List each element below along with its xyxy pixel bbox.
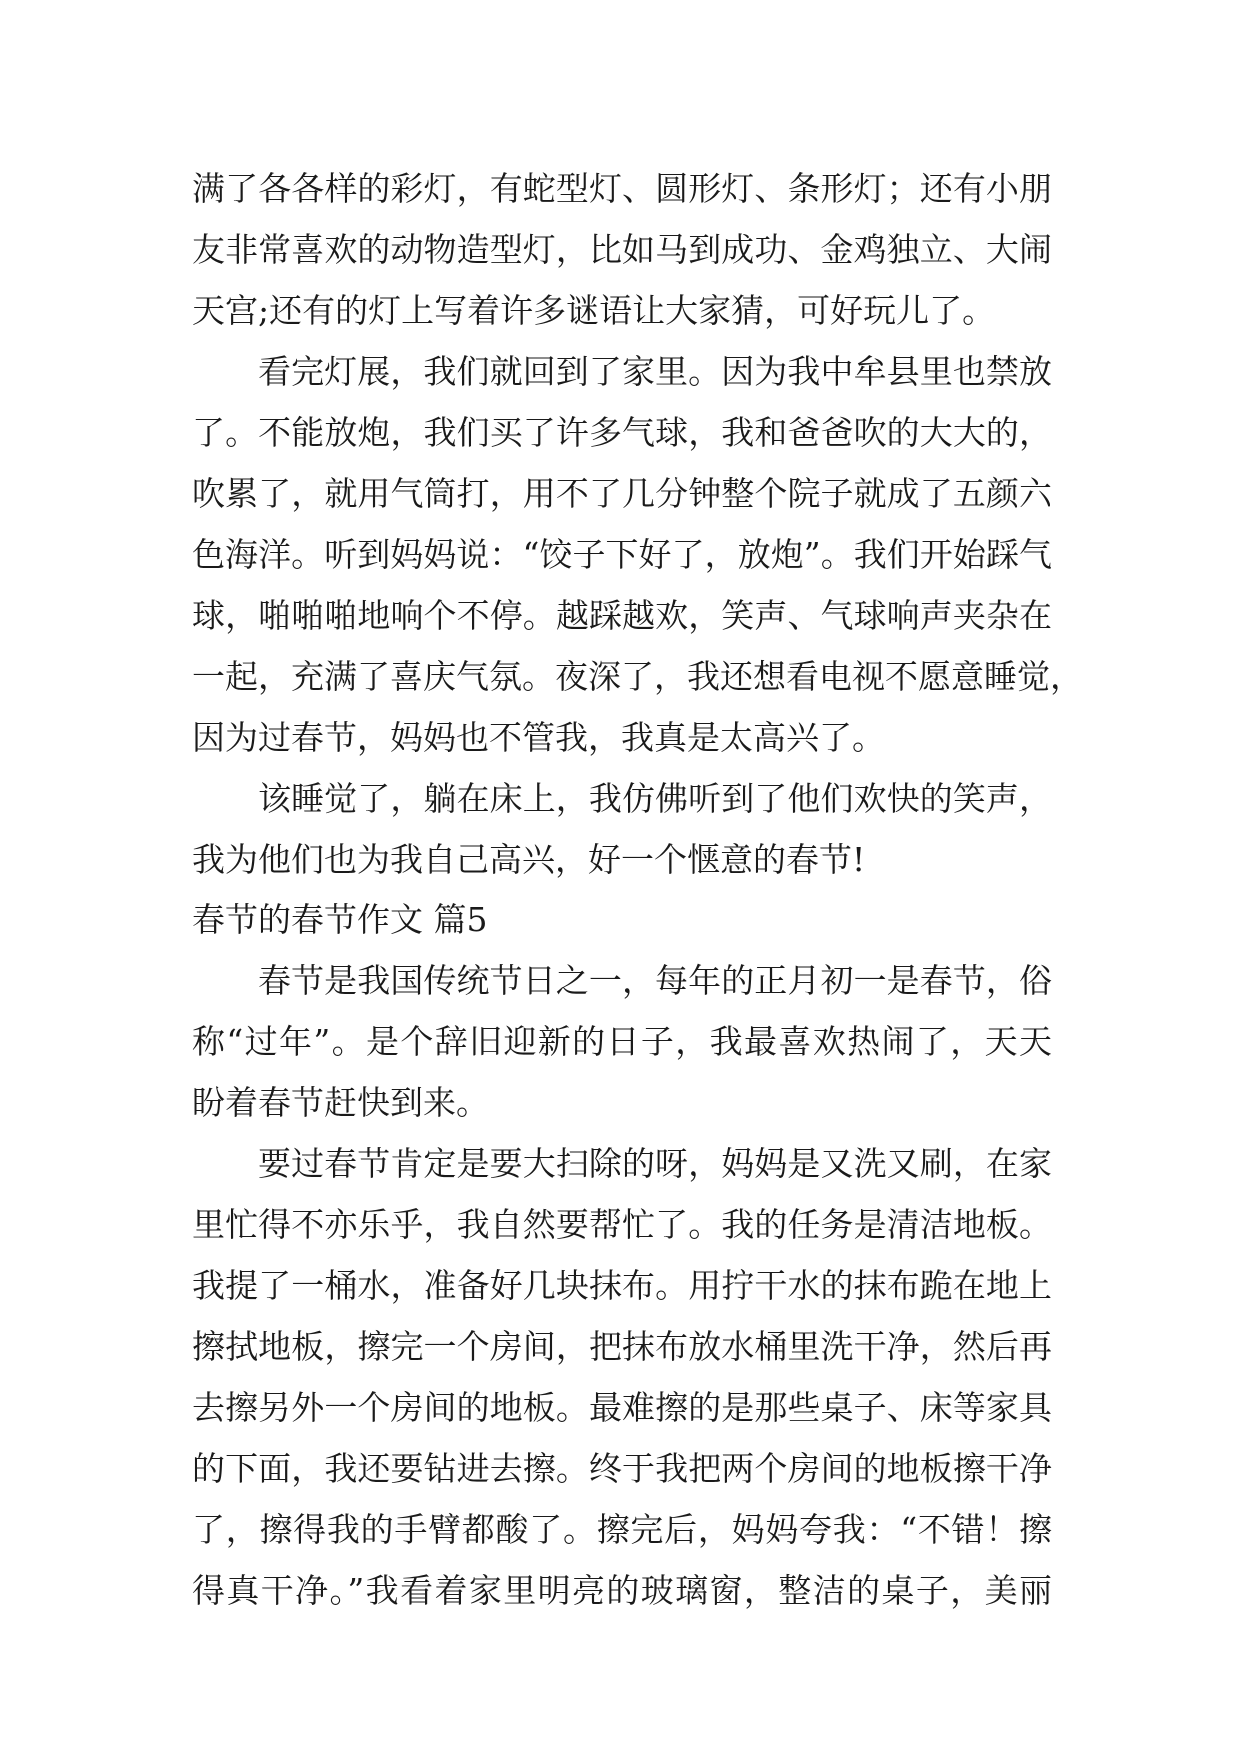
text-line: 球，啪啪啪地响个不停。越踩越欢，笑声、气球响声夹杂在 bbox=[192, 596, 1052, 635]
text-line: 要过春节肯定是要大扫除的呀，妈妈是又洗又刷，在家 bbox=[258, 1144, 1052, 1183]
text-line: 因为过春节，妈妈也不管我，我真是太高兴了。 bbox=[192, 718, 885, 757]
text-line: 擦拭地板，擦完一个房间，把抹布放水桶里洗干净，然后再 bbox=[192, 1327, 1052, 1366]
text-line: 满了各各样的彩灯，有蛇型灯、圆形灯、条形灯；还有小朋 bbox=[192, 169, 1052, 208]
text-line: 的下面，我还要钻进去擦。终于我把两个房间的地板擦干净 bbox=[192, 1449, 1052, 1488]
text-line: 里忙得不亦乐乎，我自然要帮忙了。我的任务是清洁地板。 bbox=[192, 1205, 1052, 1244]
text-line: 我为他们也为我自己高兴，好一个惬意的春节! bbox=[192, 840, 866, 879]
text-line: 去擦另外一个房间的地板。最难擦的是那些桌子、床等家具 bbox=[192, 1388, 1052, 1427]
text-line: 色海洋。听到妈妈说：“饺子下好了，放炮”。我们开始踩气 bbox=[192, 535, 1052, 574]
text-line: 看完灯展，我们就回到了家里。因为我中牟县里也禁放 bbox=[258, 352, 1052, 391]
text-line: 天宫;还有的灯上写着许多谜语让大家猜，可好玩儿了。 bbox=[192, 291, 996, 330]
text-line: 该睡觉了，躺在床上，我仿佛听到了他们欢快的笑声， bbox=[258, 779, 1052, 818]
section-heading: 春节的春节作文 篇5 bbox=[192, 900, 488, 939]
text-line: 一起，充满了喜庆气氛。夜深了，我还想看电视不愿意睡觉， bbox=[192, 657, 1083, 696]
document-body bbox=[192, 158, 1083, 1621]
text-line: 春节是我国传统节日之一，每年的正月初一是春节，俗 bbox=[258, 961, 1052, 1000]
text-line: 了，擦得我的手臂都酸了。擦完后，妈妈夸我：“不错！擦 bbox=[192, 1510, 1052, 1549]
text-line: 盼着春节赶快到来。 bbox=[192, 1083, 489, 1122]
text-line: 了。不能放炮，我们买了许多气球，我和爸爸吹的大大的， bbox=[192, 413, 1052, 452]
text-line: 得真干净。”我看着家里明亮的玻璃窗，整洁的桌子，美丽 bbox=[192, 1571, 1052, 1610]
text-line: 友非常喜欢的动物造型灯，比如马到成功、金鸡独立、大闹 bbox=[192, 230, 1052, 269]
text-line: 吹累了，就用气筒打，用不了几分钟整个院子就成了五颜六 bbox=[192, 474, 1052, 513]
text-line: 称“过年”。是个辞旧迎新的日子，我最喜欢热闹了，天天 bbox=[192, 1022, 1052, 1061]
text-line: 我提了一桶水，准备好几块抹布。用拧干水的抹布跪在地上 bbox=[192, 1266, 1052, 1305]
